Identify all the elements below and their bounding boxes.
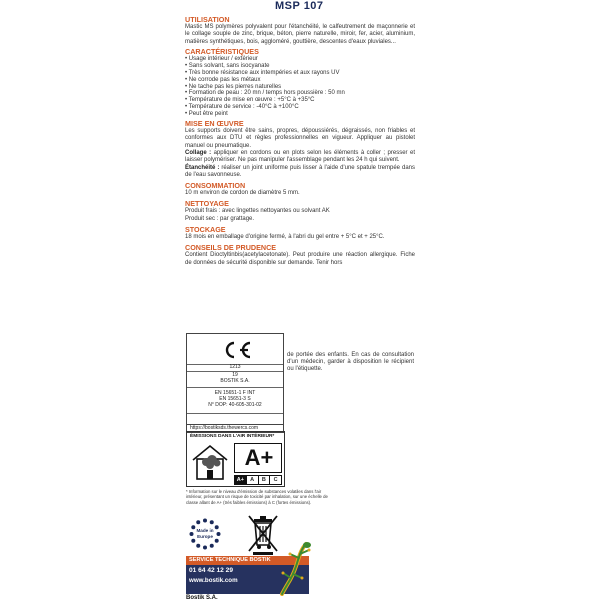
ce-norm-2: EN 15651-3 S: [219, 396, 251, 402]
list-item: • Température de mise en œuvre : +5°C à +35°C: [185, 97, 315, 104]
ce-norm-1: EN 15651-1 F INT: [214, 390, 256, 396]
utilisation-text: Mastic MS polymères polyvalent pour l'étanchéité, le calfeutrement de maçonnerie et le collage souple de zinc, brique, béton, pierre naturelle, miroir, fer, acier, aluminium, matières synthétiques, bois, aggloméré, gouttière, descentes d'eaux pluviales...: [185, 24, 415, 45]
list-item: • Formation de peau : 20 mn / temps hors poussière : 50 mn: [185, 90, 345, 97]
nettoyage-line-2: Produit sec : par grattage.: [185, 215, 255, 222]
service-website: www.bostik.com: [189, 577, 238, 584]
badge-line-1: Made in: [196, 528, 214, 533]
collage-paragraph: [185, 150, 415, 165]
section-title-prudence: CONSEILS DE PRUDENCE: [185, 243, 277, 253]
list-item: • Très bonne résistance aux intempéries et aux rayons UV: [185, 69, 340, 76]
ce-year: 19: [232, 372, 238, 378]
prudence-text-continued: de portée des enfants. En cas de consultation d'un médecin, garder à disposition le récipient ou l'étiquette.: [287, 352, 414, 372]
list-item: • Ne corrode pas les métaux: [185, 76, 261, 83]
service-title: SERVICE TECHNIQUE BOSTIK: [186, 556, 309, 565]
ce-marking-box: [186, 333, 284, 425]
prudence-text: Contient Dioctyltinbis(acetylacetonate). Peut produire une réaction allergique. Fiche de données de sécurité disponible sur demande. Tenir hors: [185, 252, 415, 266]
ce-number: 1213: [229, 364, 241, 370]
stockage-text: 18 mois en emballage d'origine fermé, à l'abri du gel entre + 5°C et + 25°C.: [185, 234, 385, 241]
etancheite-label: Étanchéité :: [185, 164, 220, 171]
section-title-utilisation: UTILISATION: [185, 15, 230, 24]
section-title-consommation: CONSOMMATION: [185, 181, 246, 191]
caracteristiques-list: [185, 56, 415, 118]
scale-cell-a-plus: A+: [236, 477, 244, 483]
ce-company: BOSTIK S.A.: [220, 378, 250, 384]
collage-text: appliquer en cordons ou en plots selon les éléments à coller ; presser et laisser polymériser. Ne pas manipuler l'assemblage pendant les 24 h qui suivent.: [185, 149, 416, 164]
ce-dop: N° DOP: 40-605-301-02: [208, 402, 262, 408]
scale-cell-b: B: [258, 476, 270, 484]
badge-line-2: Europe: [197, 534, 213, 539]
emissions-grade: A+: [244, 445, 274, 470]
sds-url: https://bostiksds.thewercs.com: [186, 424, 284, 433]
collage-label: Collage :: [185, 149, 212, 156]
emissions-note: * Information sur le niveau d'émission de substances volatiles dans l'air intérieur, présentant un risque de toxicité par inhalation, sur une échelle de classe allant de A+ (très faibles émissions) à C (fortes émissions).: [186, 489, 328, 505]
product-title: MSP 107: [275, 0, 324, 12]
list-item: • Ne tache pas les pierres naturelles: [185, 83, 282, 90]
emissions-scale: [234, 475, 282, 485]
ce-divider: [187, 387, 283, 388]
list-item: • Température de service : -40°C à +100°C: [185, 104, 299, 111]
scale-cell-a: A: [246, 476, 258, 484]
nettoyage-line-1: Produit frais : avec lingettes nettoyantes ou solvant AK: [185, 208, 330, 215]
emissions-title: ÉMISSIONS DANS L'AIR INTÉRIEUR*: [190, 434, 275, 439]
company-footer: Bostik S.A.: [186, 595, 218, 600]
scale-cell-c: C: [269, 476, 281, 484]
house-cloud-icon: [190, 442, 230, 482]
section-title-nettoyage: NETTOYAGE: [185, 199, 229, 209]
section-title-mise-en-oeuvre: MISE EN ŒUVRE: [185, 119, 244, 129]
list-item: • Usage intérieur / extérieur: [185, 55, 258, 62]
section-title-stockage: STOCKAGE: [185, 225, 226, 235]
etancheite-text: réaliser un joint uniforme puis lisser à l'aide d'une spatule trempée dans de l'eau savonneuse.: [185, 164, 415, 178]
list-item: • Sans solvant, sans isocyanate: [185, 62, 270, 69]
consommation-text: 10 m environ de cordon de diamètre 5 mm.: [185, 190, 300, 197]
text-column: [185, 15, 415, 267]
emissions-label: [186, 431, 285, 487]
mise-en-oeuvre-text: Les supports doivent être sains, propres, dépoussiérés, dégraissés, non friables et conformes aux DTU et règles professionnelles en vigueur. Appliquer au pistolet manuel ou pneumatique.: [185, 128, 415, 149]
gecko-logo-icon: [276, 540, 318, 596]
ce-mark-icon: [217, 340, 257, 360]
ce-divider: [187, 413, 283, 414]
made-in-europe-badge: [188, 517, 222, 551]
section-title-caracteristiques: CARACTÉRISTIQUES: [185, 46, 259, 56]
list-item: • Peut être peint: [185, 111, 228, 118]
service-phone: 01 64 42 12 29: [189, 567, 233, 574]
etancheite-paragraph: [185, 165, 415, 180]
